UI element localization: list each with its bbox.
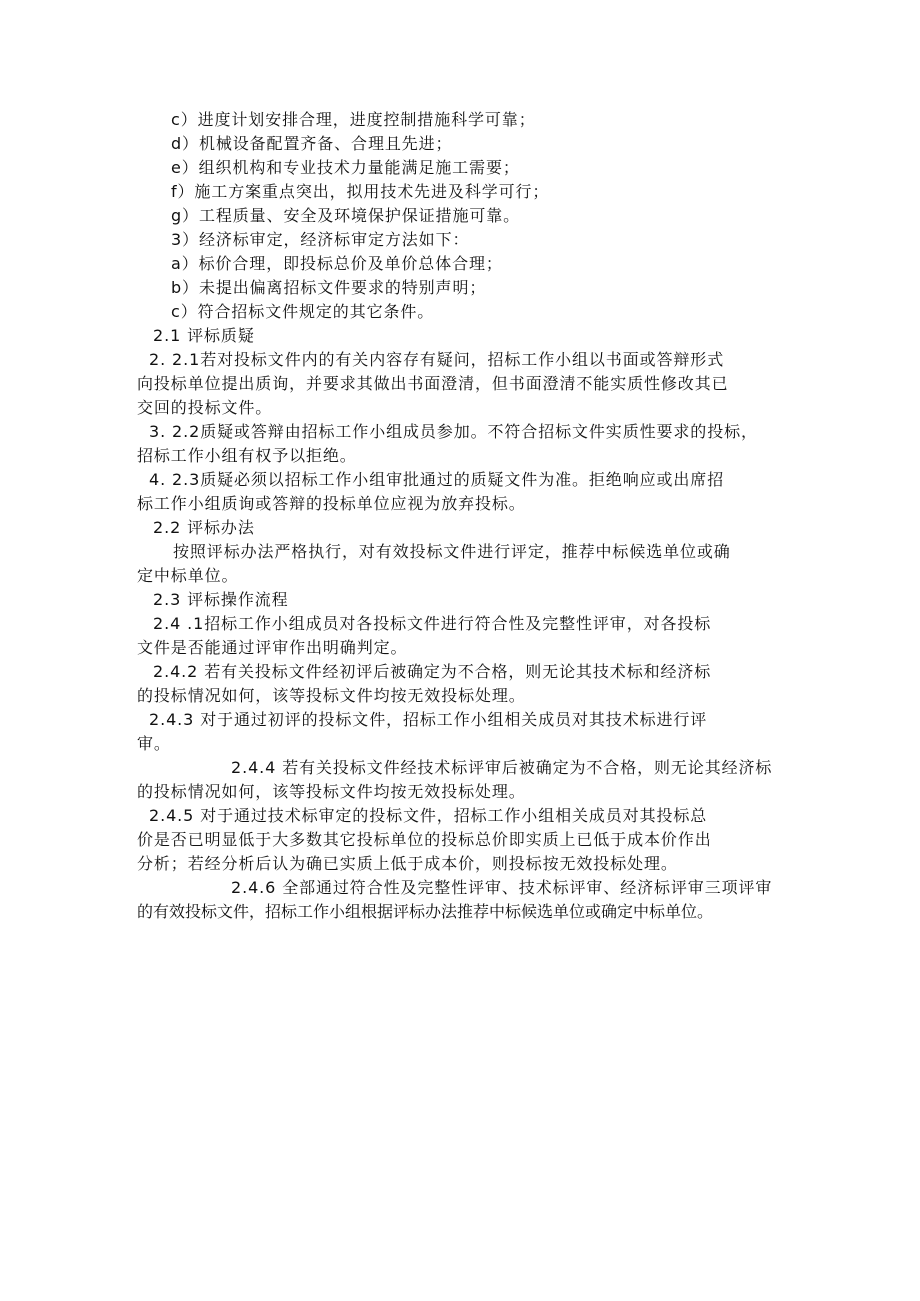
economic-criterion-c: c）符合招标文件规定的其它条件。: [171, 302, 435, 321]
criterion-f-construction-plan: f）施工方案重点突出，拟用技术先进及科学可行；: [171, 182, 550, 201]
paragraph-2-2-3-line1: 4. 2.3质疑必须以招标工作小组审批通过的质疑文件为准。拒绝响应或出席招: [149, 470, 725, 489]
economic-criterion-a: a）标价合理，即投标总价及单价总体合理；: [171, 254, 503, 273]
paragraph-2-4-4-line1: 2.4.4 若有关投标文件经技术标评审后被确定为不合格，则无论其经济标: [231, 758, 773, 777]
criterion-e-organization: e）组织机构和专业技术力量能满足施工需要；: [171, 158, 520, 177]
document-body: [137, 108, 787, 924]
paragraph-2-2-2-line2: 招标工作小组有权予以拒绝。: [137, 446, 357, 465]
paragraph-2-4-4-line2: 的投标情况如何，该等投标文件均按无效投标处理。: [137, 782, 526, 801]
paragraph-2-2-1-line1: 2. 2.1若对投标文件内的有关内容存有疑问，招标工作小组以书面或答辩形式: [149, 350, 725, 369]
paragraph-2-2-1-line3: 交回的投标文件。: [137, 398, 273, 417]
section-heading-2-3: 2.3 评标操作流程: [153, 590, 289, 609]
evaluation-method-line2: 定中标单位。: [137, 566, 239, 585]
paragraph-2-2-2-line1: 3. 2.2质疑或答辩由招标工作小组成员参加。不符合招标文件实质性要求的投标，: [149, 422, 758, 441]
paragraph-2-4-3-line1: 2.4.3 对于通过初评的投标文件，招标工作小组相关成员对其技术标进行评: [149, 710, 708, 729]
paragraph-2-4-2-line2: 的投标情况如何，该等投标文件均按无效投标处理。: [137, 686, 526, 705]
paragraph-2-4-5-line3: 分析；若经分析后认为确已实质上低于成本价，则投标按无效投标处理。: [137, 854, 678, 873]
paragraph-2-4-5-line1: 2.4.5 对于通过技术标审定的投标文件，招标工作小组相关成员对其投标总: [149, 806, 708, 825]
paragraph-2-4-2-line1: 2.4.2 若有关投标文件经初评后被确定为不合格，则无论其技术标和经济标: [153, 662, 712, 681]
section-heading-2-2: 2.2 评标办法: [153, 518, 255, 537]
paragraph-2-4-5-line2: 价是否已明显低于大多数其它投标单位的投标总价即实质上已低于成本价作出: [137, 830, 712, 849]
criterion-g-quality-safety: g）工程质量、安全及环境保护保证措施可靠。: [171, 206, 521, 225]
evaluation-method-line1: 按照评标办法严格执行，对有效投标文件进行评定，推荐中标候选单位或确: [173, 542, 731, 561]
paragraph-2-2-3-line2: 标工作小组质询或答辩的投标单位应视为放弃投标。: [137, 494, 526, 513]
paragraph-2-4-1-line1: 2.4 .1招标工作小组成员对各投标文件进行符合性及完整性评审，对各投标: [153, 614, 712, 633]
paragraph-2-4-3-line2: 审。: [137, 734, 171, 753]
criterion-c-schedule: c）进度计划安排合理，进度控制措施科学可靠；: [171, 110, 536, 129]
economic-criterion-b: b）未提出偏离招标文件要求的特别声明；: [171, 278, 487, 297]
criterion-d-equipment: d）机械设备配置齐备、合理且先进；: [171, 134, 453, 153]
economic-bid-review-heading: 3）经济标审定，经济标审定方法如下：: [171, 230, 470, 249]
paragraph-2-4-1-line2: 文件是否能通过评审作出明确判定。: [137, 638, 408, 657]
section-heading-2-1: 2.1 评标质疑: [153, 326, 255, 345]
paragraph-2-2-1-line2: 向投标单位提出质询，并要求其做出书面澄清，但书面澄清不能实质性修改其已: [137, 374, 729, 393]
paragraph-2-4-6-line2: 的有效投标文件，招标工作小组根据评标办法推荐中标候选单位或确定中标单位。: [137, 902, 714, 921]
paragraph-2-4-6-line1: 2.4.6 全部通过符合性及完整性评审、技术标评审、经济标评审三项评审: [231, 878, 773, 897]
